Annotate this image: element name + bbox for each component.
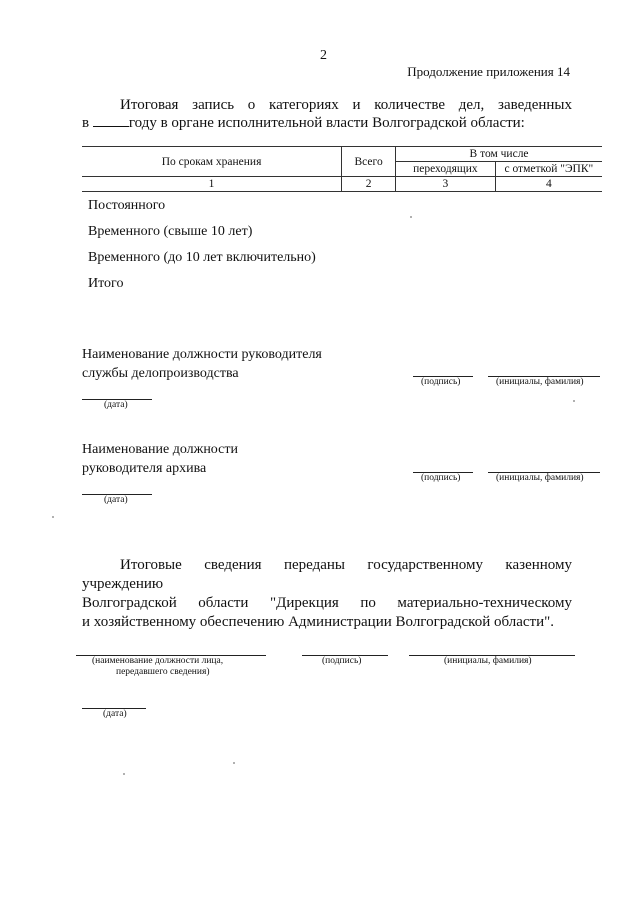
final-statement-line-2: Волгоградской области "Дирекция по материально-техническому (82, 595, 572, 611)
column-number: 3 (396, 177, 496, 192)
name-label: (инициалы, фамилия) (496, 473, 584, 483)
appendix-note: Продолжение приложения 14 (407, 64, 570, 79)
heading-line-1: Итоговая запись о категориях и количестве дел, заведенных (120, 97, 572, 113)
header-including: В том числе (396, 147, 602, 162)
signature-block-2-title (82, 440, 362, 478)
final-statement-line-3: и хозяйственному обеспечению Администрации Волгоградской области". (82, 614, 554, 630)
column-number: 2 (342, 177, 396, 192)
name-label: (инициалы, фамилия) (496, 377, 584, 387)
summary-table (82, 146, 602, 192)
heading-line-2 (82, 114, 572, 132)
header-epk-mark: с отметкой "ЭПК" (495, 162, 602, 177)
position-label-line-2: передавшего сведения) (116, 667, 210, 677)
date-label: (дата) (104, 400, 128, 410)
row-total: Итого (88, 276, 124, 291)
scan-speck (410, 216, 412, 218)
scan-speck (52, 516, 54, 518)
signature-block-1-title-line-2: службы делопроизводства (82, 366, 239, 381)
date-label: (дата) (104, 495, 128, 505)
date-label: (дата) (103, 709, 127, 719)
final-statement-line-1: Итоговые сведения переданы государственному казенному учреждению (82, 557, 572, 592)
signature-block-2-title-line-1: Наименование должности (82, 442, 238, 457)
header-carried-over: переходящих (396, 162, 496, 177)
heading-line-2-rest: году в органе исполнительной власти Волгоградской области: (128, 115, 525, 131)
name-label: (инициалы, фамилия) (444, 656, 532, 666)
final-statement (82, 556, 572, 632)
header-by-retention: По срокам хранения (82, 147, 342, 177)
signature-block-2-title-line-2: руководителя архива (82, 461, 207, 476)
row-permanent: Постоянного (88, 198, 166, 213)
scan-speck (233, 762, 235, 764)
scan-speck (123, 773, 125, 775)
document-heading (82, 96, 572, 132)
position-label-line-1: (наименование должности лица, (92, 656, 224, 666)
year-blank-field (93, 114, 129, 127)
column-number: 4 (495, 177, 602, 192)
signature-label: (подпись) (421, 473, 461, 483)
signature-block-1-title (82, 345, 362, 383)
heading-prefix: в (82, 115, 90, 131)
signature-label: (подпись) (322, 656, 362, 666)
header-total: Всего (342, 147, 396, 177)
scan-speck (573, 400, 575, 402)
signature-block-1-title-line-1: Наименование должности руководителя (82, 347, 322, 362)
row-temporary-over-10: Временного (свыше 10 лет) (88, 224, 253, 239)
signature-label: (подпись) (421, 377, 461, 387)
column-number: 1 (82, 177, 342, 192)
row-temporary-up-to-10: Временного (до 10 лет включительно) (88, 250, 316, 265)
page-number: 2 (320, 48, 327, 63)
